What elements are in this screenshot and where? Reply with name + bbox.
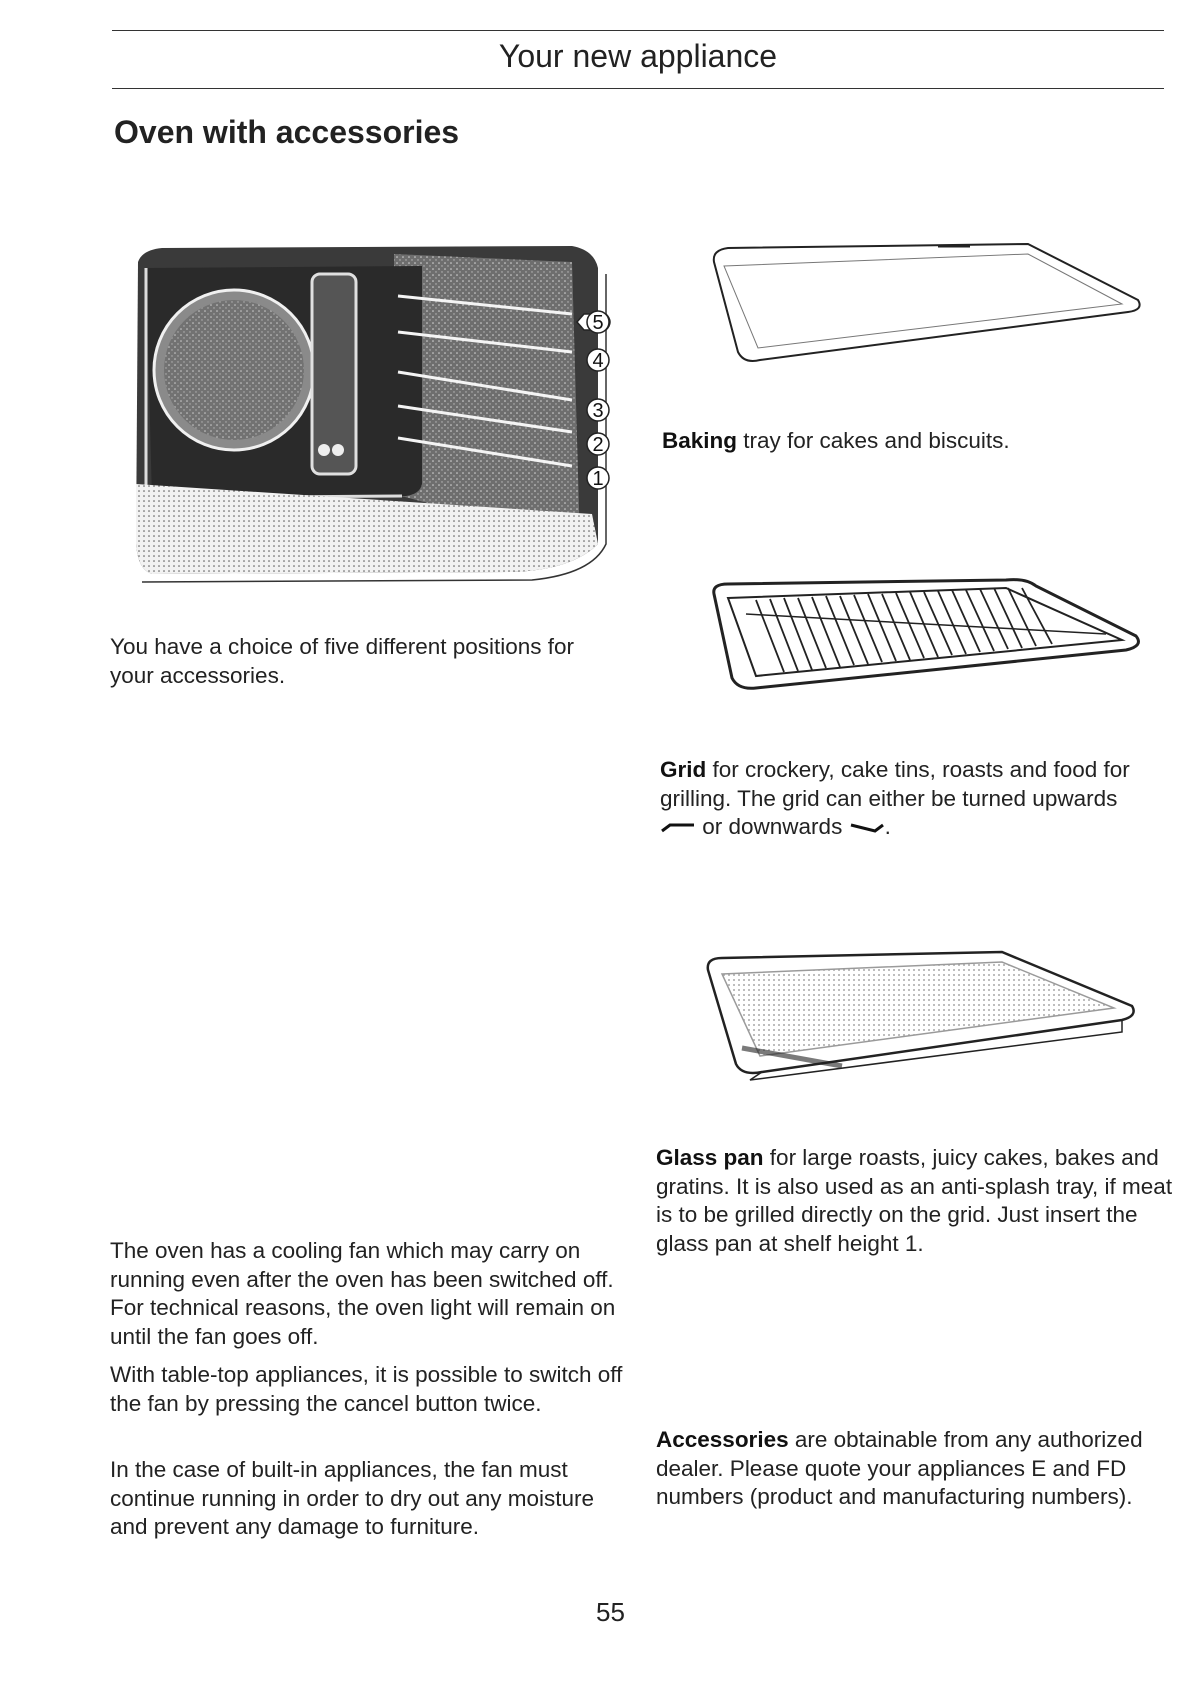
grid-term: Grid	[660, 757, 707, 782]
grid-end: .	[884, 814, 891, 839]
header-top-rule	[112, 30, 1164, 31]
header-bottom-rule	[112, 88, 1164, 89]
shelf-position-3	[587, 399, 609, 422]
baking-tray-illustration	[708, 240, 1148, 370]
glass-pan-illustration	[702, 948, 1142, 1088]
accessories-text: are obtainable from any authorized dealer. Please quote your appliances E and FD numbers (product and manufacturing numbers).	[656, 1427, 1143, 1509]
oven-interior-illustration	[132, 244, 622, 584]
grid-text: for crockery, cake tins, roasts and food for grilling. The grid can either be turned upwards	[660, 757, 1130, 811]
glass-pan-term: Glass pan	[656, 1145, 764, 1170]
page-header-title: Your new appliance	[498, 38, 778, 74]
glass-pan-text: for large roasts, juicy cakes, bakes and gratins. It is also used as an anti-splash tray, if meat is to be grilled directly on the grid. Just insert the glass pan at shelf height 1.	[656, 1145, 1173, 1256]
page-number: 55	[596, 1597, 625, 1627]
svg-text:5: 5	[592, 312, 604, 334]
grid-description	[660, 756, 1180, 842]
grid-or-text: or downwards	[696, 814, 849, 839]
fan-paragraph-3: In the case of built-in appliances, the fan must continue running in order to dry out any moisture and prevent any damage to furniture.	[110, 1457, 595, 1539]
grid-illustration	[706, 576, 1146, 696]
fan-paragraph-1: The oven has a cooling fan which may carry on running even after the oven has been switched off. For technical reasons, the oven light will remain on until the fan goes off.	[110, 1238, 616, 1349]
svg-text:1: 1	[592, 468, 604, 490]
fan-paragraph-2: With table-top appliances, it is possible to switch off the fan by pressing the cancel button twice.	[110, 1362, 623, 1416]
glass-pan-description	[656, 1144, 1176, 1258]
section-title: Oven with accessories	[114, 114, 460, 150]
grid-downwards-icon	[849, 814, 885, 843]
shelf-positions-caption: You have a choice of five different positions for your accessories.	[110, 634, 575, 688]
svg-text:3: 3	[592, 400, 604, 422]
grid-upwards-icon	[660, 814, 696, 843]
shelf-position-1	[587, 467, 609, 490]
svg-text:2: 2	[592, 434, 604, 456]
baking-term: Baking	[662, 428, 738, 453]
svg-text:4: 4	[592, 350, 604, 372]
accessories-dealer-description	[656, 1426, 1176, 1512]
baking-tray-description	[662, 427, 1182, 456]
shelf-position-4	[587, 349, 609, 372]
shelf-position-2	[587, 433, 609, 456]
baking-text: tray for cakes and biscuits.	[737, 428, 1010, 453]
accessories-term: Accessories	[656, 1427, 789, 1452]
